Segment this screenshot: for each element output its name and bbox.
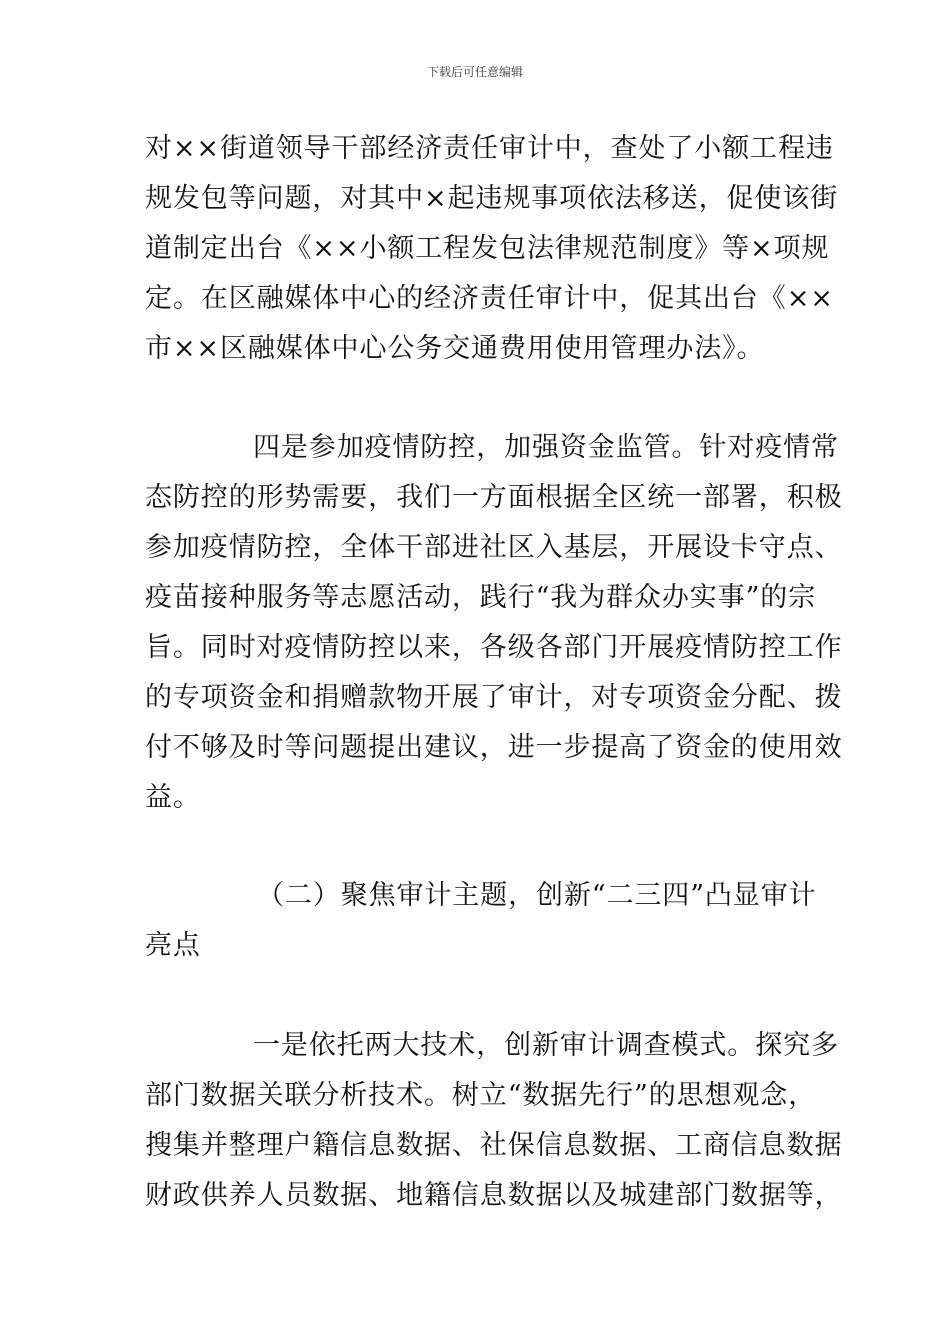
paragraph-line: 益。 — [145, 782, 201, 813]
paragraph-line: 疫苗接种服务等志愿活动，践行“我为群众办实事”的宗 — [145, 582, 817, 613]
section-heading-line: 亮点 — [145, 930, 201, 961]
paragraph-2 — [145, 423, 843, 823]
section-heading-line: （二）聚焦审计主题，创新“二三四”凸显审计 — [257, 880, 817, 911]
paragraph-line: 旨。同时对疫情防控以来，各级各部门开展疫情防控工作 — [145, 632, 843, 663]
page-header: 下载后可任意编辑 — [426, 65, 523, 79]
paragraph-line: 一是依托两大技术，创新审计调查模式。探究多 — [253, 1030, 839, 1061]
paragraph-1 — [145, 124, 839, 374]
section-heading — [145, 871, 817, 971]
paragraph-line: 定。在区融媒体中心的经济责任审计中，促其出台《×× — [145, 283, 834, 314]
paragraph-line: 对××街道领导干部经济责任审计中，查处了小额工程违 — [145, 133, 834, 164]
paragraph-line: 搜集并整理户籍信息数据、社保信息数据、工商信息数据 — [145, 1130, 843, 1161]
paragraph-line: 态防控的形势需要，我们一方面根据全区统一部署，积极 — [145, 482, 843, 513]
paragraph-line: 财政供养人员数据、地籍信息数据以及城建部门数据等， — [145, 1180, 843, 1211]
paragraph-line: 规发包等问题，对其中×起违规事项依法移送，促使该街 — [145, 183, 839, 214]
paragraph-line: 的专项资金和捐赠款物开展了审计，对专项资金分配、拨 — [145, 682, 843, 713]
paragraph-line: 市××区融媒体中心公务交通费用使用管理办法》。 — [145, 333, 765, 364]
paragraph-line: 部门数据关联分析技术。树立“数据先行”的思想观念， — [145, 1080, 817, 1111]
paragraph-3 — [145, 1021, 843, 1221]
paragraph-line: 四是参加疫情防控，加强资金监管。针对疫情常 — [253, 432, 839, 463]
paragraph-line: 付不够及时等问题提出建议，进一步提高了资金的使用效 — [145, 732, 843, 763]
paragraph-line: 道制定出台《××小额工程发包法律规范制度》等×项规 — [145, 233, 830, 264]
paragraph-line: 参加疫情防控，全体干部进社区入基层，开展设卡守点、 — [145, 532, 843, 563]
